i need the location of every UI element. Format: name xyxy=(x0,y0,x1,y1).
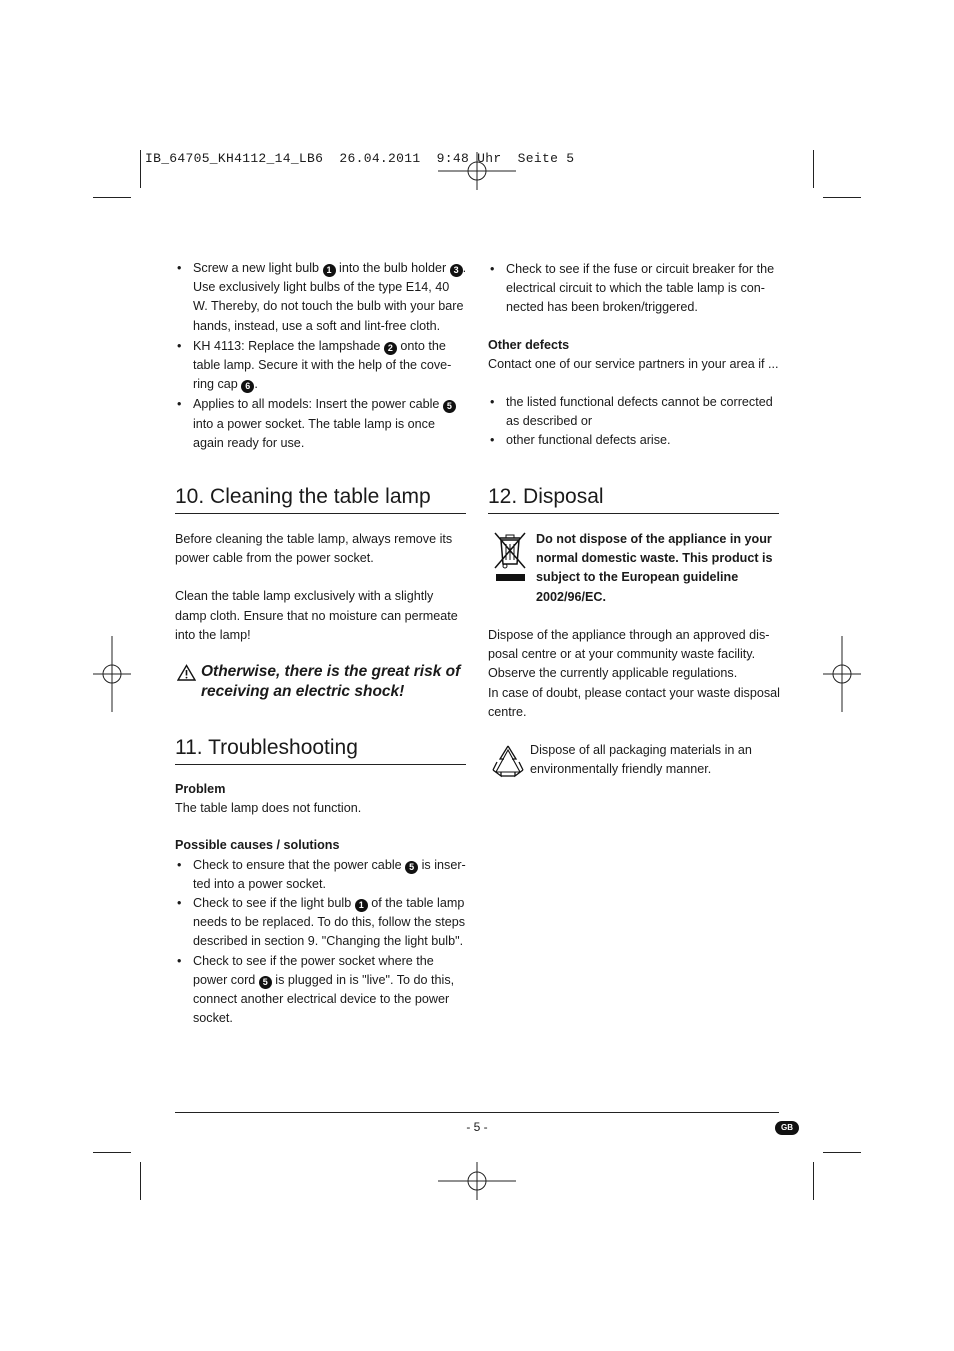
crop-mark xyxy=(93,1152,131,1153)
crop-mark xyxy=(823,197,861,198)
part-number-badge: 5 xyxy=(443,400,456,413)
crop-mark xyxy=(93,197,131,198)
registration-mark-icon xyxy=(823,636,861,712)
paragraph: In case of doubt, please contact your waste disposal centre. xyxy=(488,685,780,719)
crop-mark xyxy=(140,1162,141,1200)
list-item: • other functional defects arise. xyxy=(488,431,780,450)
recycling-icon xyxy=(489,742,527,780)
list-item: • Check to see if the light bulb 1 of the table lamp needs to be replaced. To do this, follow the steps described in section 9. "Changing the light bulb". xyxy=(175,894,467,952)
troubleshooting-continued xyxy=(488,260,780,451)
paragraph: Dispose of the appliance through an approved dis-posal centre or at your community waste facility. Observe the currently applicable regulations. xyxy=(488,628,770,681)
disposal-warning: Do not dispose of the appliance in your normal domestic waste. This product is subject to the European guideline 2002/96/EC. xyxy=(536,532,773,604)
crop-mark xyxy=(823,1152,861,1153)
warning-triangle-icon xyxy=(177,664,196,681)
list-item: • Check to see if the fuse or circuit breaker for the electrical circuit to which the table lamp is con-nected has been broken/triggered. xyxy=(488,260,780,318)
section-heading-disposal: 12. Disposal xyxy=(488,484,779,514)
print-slug: IB_64705_KH4112_14_LB6 26.04.2011 9:48 Uhr Seite 5 xyxy=(145,151,575,166)
list-item: • Applies to all models: Insert the power cable 5 into a power socket. The table lamp is once again ready for use. xyxy=(175,395,467,453)
cleaning-body xyxy=(175,530,467,645)
causes-label: Possible causes / solutions xyxy=(175,838,340,853)
recycle-text: Dispose of all packaging materials in an environmentally friendly manner. xyxy=(530,743,752,777)
other-defects-text: Contact one of our service partners in your area if ... xyxy=(488,356,779,371)
part-number-badge: 5 xyxy=(405,861,418,874)
list-item: • Check to ensure that the power cable 5 is inser-ted into a power socket. xyxy=(175,856,467,894)
paragraph: Clean the table lamp exclusively with a slightly damp cloth. Ensure that no moisture can permeate into the lamp! xyxy=(175,589,458,642)
footer-rule xyxy=(175,1112,779,1113)
page-number: - 5 - xyxy=(466,1120,488,1134)
problem-label: Problem xyxy=(175,782,226,796)
part-number-badge: 5 xyxy=(259,976,272,989)
disposal-body xyxy=(488,626,780,722)
paragraph: Before cleaning the table lamp, always remove its power cable from the power socket. xyxy=(175,532,453,566)
part-number-badge: 2 xyxy=(384,342,397,355)
list-item: • Screw a new light bulb 1 into the bulb holder 3 . Use exclusively light bulbs of the type E14, 40 W. Thereby, do not touch the bulb with your bare hands, instead, use a soft and lint-free cloth. xyxy=(175,259,467,336)
crop-mark xyxy=(140,150,141,188)
registration-mark-icon xyxy=(438,152,516,190)
list-item: • KH 4113: Replace the lampshade 2 onto the table lamp. Secure it with the help of the cove-ring cap 6 . xyxy=(175,337,467,395)
part-number-badge: 1 xyxy=(355,899,368,912)
list-item: • Check to see if the power socket where the power cord 5 is plugged in is "live". To do this, connect another electrical device to the power socket. xyxy=(175,952,467,1029)
registration-mark-icon xyxy=(438,1162,516,1200)
section-heading-troubleshooting: 11. Troubleshooting xyxy=(175,735,466,765)
other-defects-label: Other defects xyxy=(488,337,570,352)
crop-mark xyxy=(813,1162,814,1200)
part-number-badge: 1 xyxy=(323,264,336,277)
shock-warning: Otherwise, there is the great risk of receiving an electric shock! xyxy=(201,663,461,700)
bulb-steps xyxy=(175,259,467,453)
registration-mark-icon xyxy=(93,636,131,712)
part-number-badge: 3 xyxy=(450,264,463,277)
part-number-badge: 6 xyxy=(241,380,254,393)
problem-text: The table lamp does not function. xyxy=(175,801,362,816)
crossed-out-bin-icon xyxy=(492,530,528,584)
troubleshooting-body xyxy=(175,780,467,1028)
crop-mark xyxy=(813,150,814,188)
section-heading-cleaning: 10. Cleaning the table lamp xyxy=(175,484,466,514)
language-badge: GB xyxy=(775,1121,799,1135)
list-item: • the listed functional defects cannot be corrected as described or xyxy=(488,393,780,431)
